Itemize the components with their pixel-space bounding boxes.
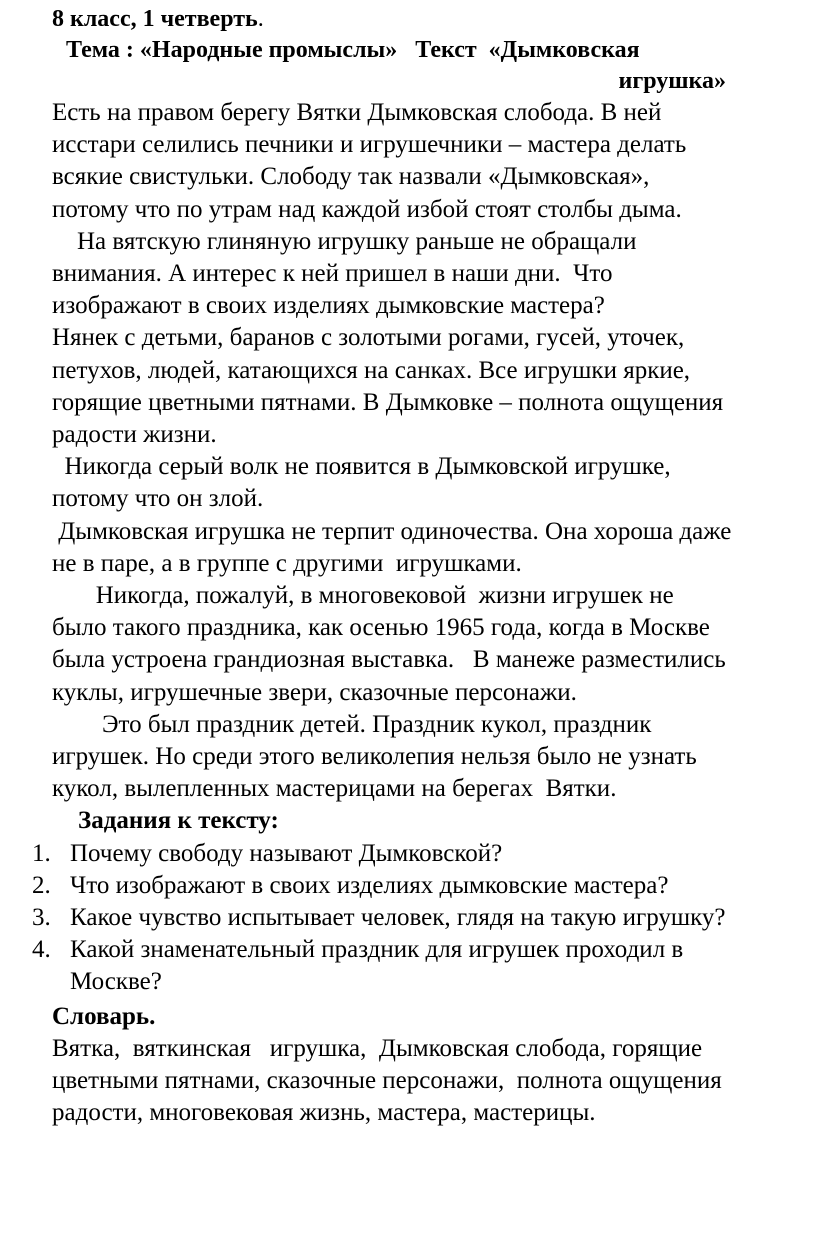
task-text: Москве?: [70, 968, 162, 996]
dictionary-heading: Словарь.: [52, 1002, 156, 1030]
task-text: Что изображают в своих изделиях дымковские мастера?: [70, 871, 669, 899]
topic-line-2: игрушка»: [618, 68, 726, 94]
text-line: изображают в своих изделиях дымковские мастера?: [52, 292, 605, 320]
text-line: было такого праздника, как осенью 1965 года, когда в Москве: [52, 614, 710, 642]
grade-line: [52, 4, 816, 35]
text-line: Нянек с детьми, баранов с золотыми рогами, гусей, уточек,: [52, 324, 685, 352]
text-line: радости жизни.: [52, 421, 217, 449]
text-line: исстари селились печники и игрушечники – мастера делать: [52, 131, 687, 159]
tasks-list: [32, 838, 816, 999]
task-item: [32, 902, 816, 934]
text-line: внимания. А интерес к ней пришел в наши дни. Что: [52, 260, 613, 288]
text-line: На вятскую глиняную игрушку раньше не обращали: [52, 227, 637, 255]
text-line: Это был праздник детей. Праздник кукол, праздник: [52, 710, 652, 738]
task-text: Какое чувство испытывает человек, глядя на такую игрушку?: [70, 904, 726, 932]
text-line: Есть на правом берегу Вятки Дымковская слобода. В ней: [52, 99, 662, 126]
task-item: [32, 838, 816, 870]
dictionary-text: [52, 1033, 816, 1130]
text-line: была устроена грандиозная выставка. В манеже разместились: [52, 646, 726, 674]
text-line: петухов, людей, катающихся на санках. Все игрушки яркие,: [52, 356, 691, 384]
text-line: игрушек. Но среди этого великолепия нельзя было не узнать: [52, 743, 697, 771]
text-line: Никогда серый волк не появится в Дымковской игрушке,: [52, 453, 671, 481]
dictionary-line: цветными пятнами, сказочные персонажи, полнота ощущения: [52, 1067, 722, 1095]
task-number: 2.: [32, 871, 51, 899]
task-text: Почему свободу называют Дымковской?: [70, 839, 503, 867]
text-line: всякие свистульки. Слободу так назвали «Дымковская»,: [52, 163, 650, 191]
text-line: горящие цветными пятнами. В Дымковке – полнота ощущения: [52, 388, 724, 416]
task-number: 3.: [32, 904, 51, 932]
task-text: Какой знаменательный праздник для игрушек проходил в: [70, 936, 684, 964]
text-line: не в паре, а в группе с другими игрушками.: [52, 549, 522, 577]
task-number: 1.: [32, 839, 51, 867]
text-line: потому что по утрам над каждой избой стоят столбы дыма.: [52, 195, 682, 223]
task-item: [32, 870, 816, 902]
text-line: куклы, игрушечные звери, сказочные персонажи.: [52, 678, 577, 706]
task-item: [32, 934, 816, 998]
dictionary-line: Вятка, вяткинская игрушка, Дымковская слобода, горящие: [52, 1034, 703, 1062]
document-page: [32, 4, 816, 1130]
topic-line-1: Тема : «Народные промыслы» Текст «Дымковская: [60, 37, 640, 63]
tasks-heading: Задания к тексту:: [78, 807, 279, 835]
reading-text: [52, 97, 816, 805]
text-line: Никогда, пожалуй, в многовековой жизни игрушек не: [52, 582, 674, 610]
text-line: потому что он злой.: [52, 485, 264, 513]
grade-dot: .: [257, 6, 264, 32]
grade-label: 8 класс, 1 четверть: [52, 6, 258, 32]
text-line: Дымковская игрушка не терпит одиночества. Она хороша даже: [52, 517, 732, 545]
task-number: 4.: [32, 936, 51, 964]
dictionary-line: радости, многовековая жизнь, мастера, мастерицы.: [52, 1099, 596, 1127]
text-line: кукол, вылепленных мастерицами на берегах Вятки.: [52, 775, 617, 803]
